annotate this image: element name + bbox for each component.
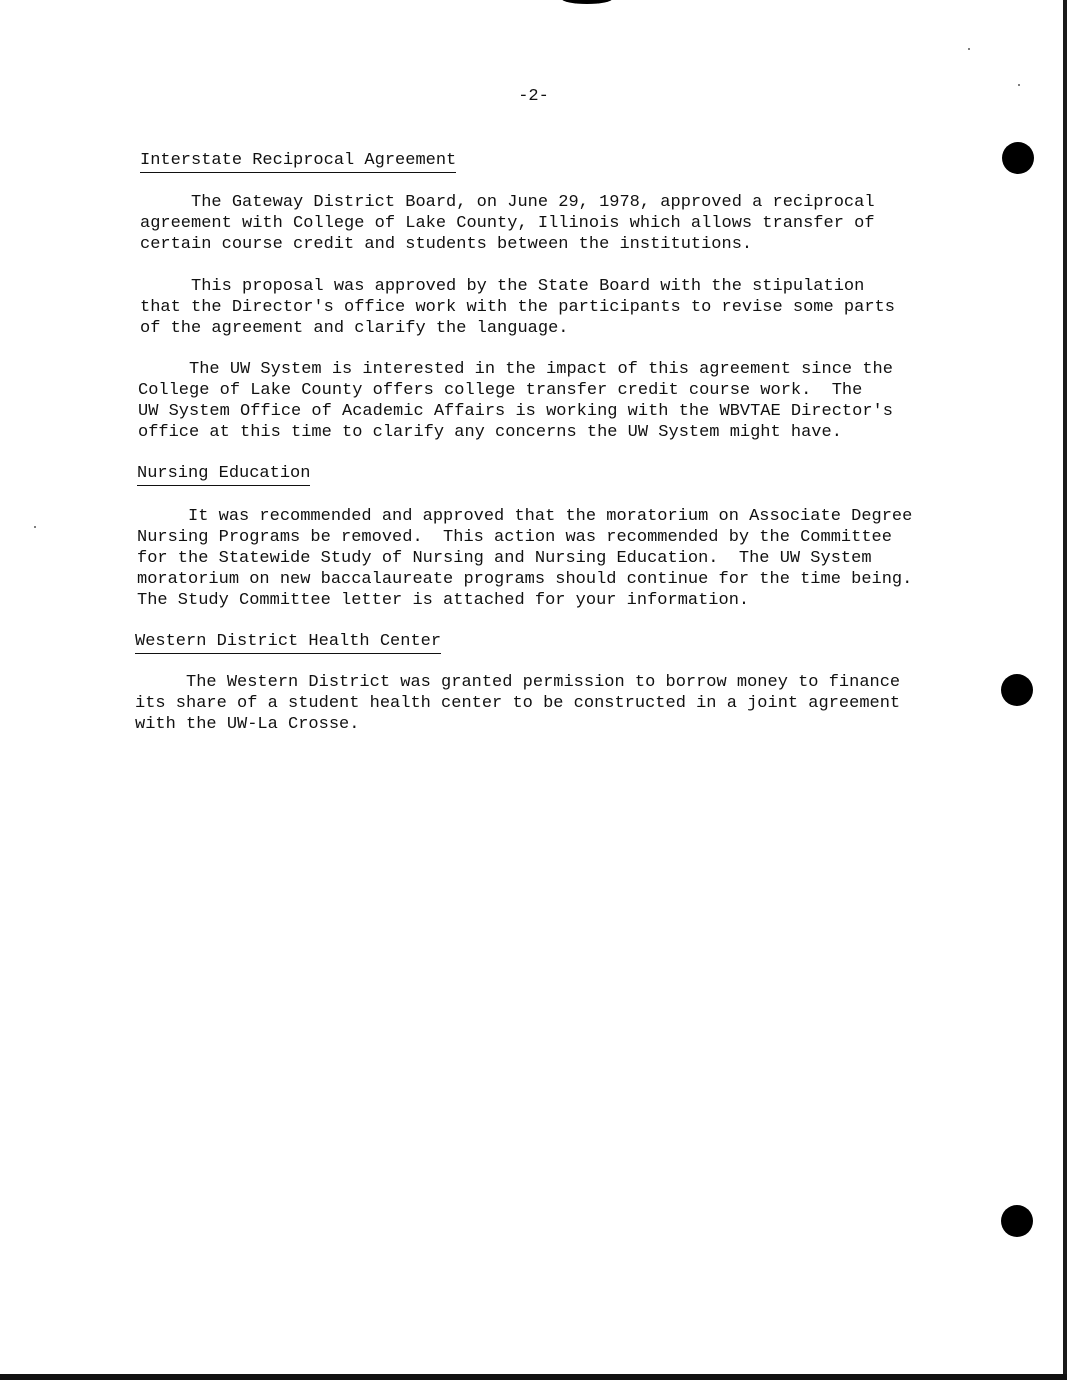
paragraph-text: The UW System is interested in the impact of this agreement since the College of Lake County offers college transfer credit course work. The UW System Office of Academic Affairs is working with the WBVTAE Director's office at this time to clarify any concerns the UW System might have. — [138, 360, 893, 442]
scan-edge-bottom — [0, 1374, 1067, 1380]
paragraph-text: This proposal was approved by the State Board with the stipulation that the Director's office work with the participants to revise some parts of the agreement and clarify the language. — [140, 277, 895, 338]
section-heading — [135, 631, 935, 654]
paragraph — [140, 192, 940, 255]
section-heading — [137, 463, 937, 486]
section-heading — [140, 150, 940, 173]
paragraph — [140, 276, 940, 339]
paragraph — [137, 506, 937, 611]
punch-hole — [1001, 1205, 1033, 1237]
paragraph — [138, 359, 938, 443]
paragraph-text: The Western District was granted permission to borrow money to finance its share of a student health center to be constructed in a joint agreement with the UW-La Crosse. — [135, 673, 901, 734]
punch-hole — [1002, 142, 1034, 174]
page-number: -2- — [518, 87, 549, 106]
scan-speck — [34, 526, 36, 528]
scan-speck — [968, 48, 970, 50]
scan-smudge — [562, 0, 612, 4]
punch-hole — [1001, 674, 1033, 706]
heading-interstate-reciprocal-agreement: Interstate Reciprocal Agreement — [140, 150, 456, 173]
paragraph — [135, 672, 935, 735]
paragraph-text: It was recommended and approved that the moratorium on Associate Degree Nursing Programs be removed. This action was recommended by the Committee for the Statewide Study of Nursing and Nursing Education. The UW System moratorium on new baccalaureate programs should continue for the time being. The Study Committee letter is attached for your information. — [137, 507, 913, 610]
heading-western-district-health-center: Western District Health Center — [135, 631, 441, 654]
scan-edge-right — [1063, 0, 1067, 1380]
paragraph-text: The Gateway District Board, on June 29, 1978, approved a reciprocal agreement with College of Lake County, Illinois which allows transfer of certain course credit and students between the institutions. — [140, 193, 875, 254]
heading-nursing-education: Nursing Education — [137, 463, 310, 486]
